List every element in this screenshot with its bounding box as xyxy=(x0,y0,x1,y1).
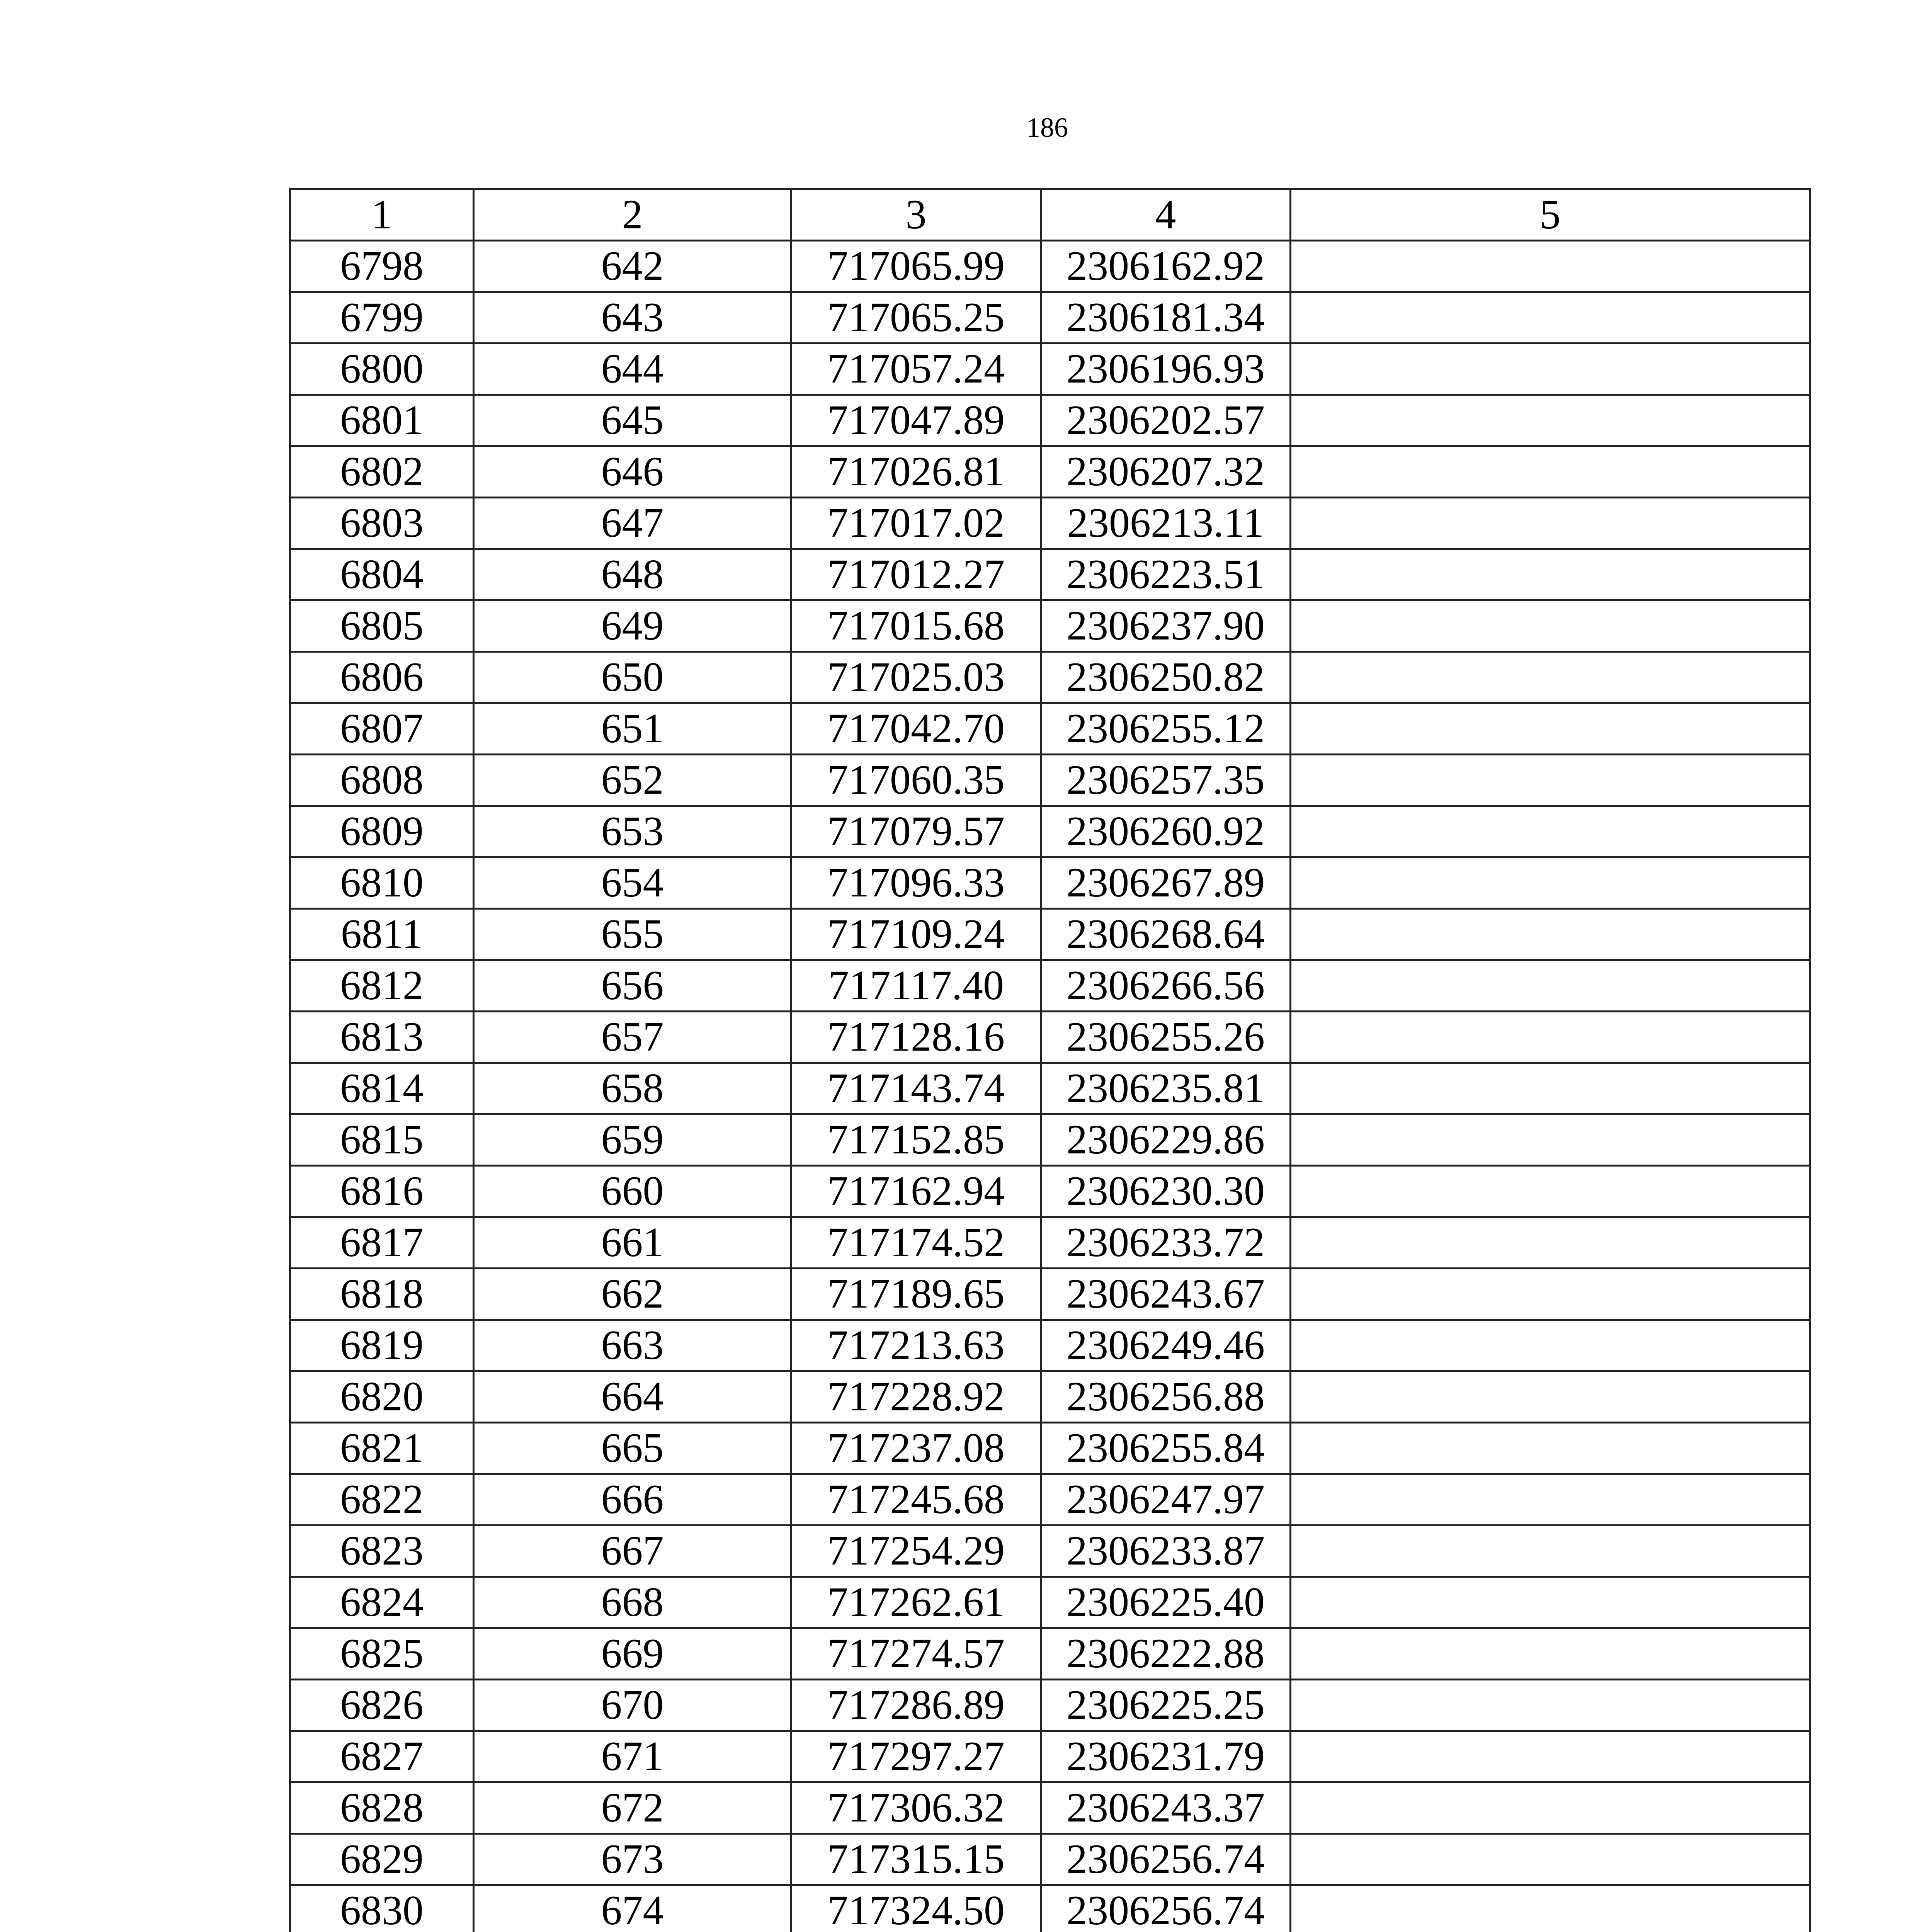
table-row xyxy=(290,292,1810,344)
table-cell-col-3: 717047.89 xyxy=(791,395,1041,446)
table-cell-col-1: 6817 xyxy=(290,1217,474,1269)
table-cell-col-2: 667 xyxy=(474,1526,791,1577)
table-cell-col-3: 717025.03 xyxy=(791,652,1041,703)
table-cell-col-2: 657 xyxy=(474,1012,791,1063)
table-cell-col-5 xyxy=(1291,652,1810,703)
table-cell-col-4: 2306223.51 xyxy=(1041,549,1291,600)
table-row xyxy=(290,395,1810,446)
table-row xyxy=(290,600,1810,652)
table-cell-col-4: 2306225.25 xyxy=(1041,1680,1291,1731)
table-row xyxy=(290,1885,1810,1932)
table-row xyxy=(290,1680,1810,1731)
table-cell-col-3: 717026.81 xyxy=(791,446,1041,498)
table-row xyxy=(290,1782,1810,1834)
table-cell-col-4: 2306267.89 xyxy=(1041,857,1291,909)
table-row xyxy=(290,1166,1810,1217)
table-cell-col-4: 2306249.46 xyxy=(1041,1320,1291,1371)
table-cell-col-5 xyxy=(1291,344,1810,395)
table-cell-col-1: 6806 xyxy=(290,652,474,703)
table-cell-col-4: 2306235.81 xyxy=(1041,1063,1291,1114)
table-cell-col-2: 647 xyxy=(474,498,791,549)
table-row xyxy=(290,755,1810,806)
table-cell-col-3: 717324.50 xyxy=(791,1885,1041,1932)
table-row xyxy=(290,960,1810,1012)
table-cell-col-2: 644 xyxy=(474,344,791,395)
table-cell-col-2: 649 xyxy=(474,600,791,652)
table-cell-col-1: 6827 xyxy=(290,1731,474,1782)
table-cell-col-2: 652 xyxy=(474,755,791,806)
page-number: 186 xyxy=(1026,112,1068,143)
table-cell-col-1: 6812 xyxy=(290,960,474,1012)
table-row xyxy=(290,1834,1810,1885)
table-cell-col-5 xyxy=(1291,1166,1810,1217)
table-cell-col-1: 6804 xyxy=(290,549,474,600)
table-cell-col-2: 668 xyxy=(474,1577,791,1628)
table-cell-col-4: 2306243.67 xyxy=(1041,1269,1291,1320)
table-cell-col-1: 6818 xyxy=(290,1269,474,1320)
table-cell-col-5 xyxy=(1291,1474,1810,1526)
table-cell-col-4: 2306268.64 xyxy=(1041,909,1291,960)
table-cell-col-2: 659 xyxy=(474,1114,791,1166)
table-cell-col-1: 6826 xyxy=(290,1680,474,1731)
table-cell-col-1: 6801 xyxy=(290,395,474,446)
table-cell-col-4: 2306233.72 xyxy=(1041,1217,1291,1269)
table-cell-col-3: 717162.94 xyxy=(791,1166,1041,1217)
table-cell-col-2: 643 xyxy=(474,292,791,344)
table-cell-col-3: 717274.57 xyxy=(791,1628,1041,1680)
table-cell-col-4: 2306225.40 xyxy=(1041,1577,1291,1628)
table-cell-col-1: 6803 xyxy=(290,498,474,549)
table-cell-col-2: 655 xyxy=(474,909,791,960)
table-cell-col-4: 2306213.11 xyxy=(1041,498,1291,549)
table-cell-col-4: 2306231.79 xyxy=(1041,1731,1291,1782)
table-cell-col-2: 671 xyxy=(474,1731,791,1782)
table-cell-col-2: 674 xyxy=(474,1885,791,1932)
table-cell-col-3: 717213.63 xyxy=(791,1320,1041,1371)
table-cell-col-2: 645 xyxy=(474,395,791,446)
table-cell-col-5 xyxy=(1291,755,1810,806)
table-cell-col-3: 717237.08 xyxy=(791,1423,1041,1474)
table-row xyxy=(290,1731,1810,1782)
table-cell-col-5 xyxy=(1291,395,1810,446)
table-cell-col-1: 6829 xyxy=(290,1834,474,1885)
table-cell-col-3: 717096.33 xyxy=(791,857,1041,909)
table-row xyxy=(290,1371,1810,1423)
table-cell-col-2: 658 xyxy=(474,1063,791,1114)
table-cell-col-2: 670 xyxy=(474,1680,791,1731)
table-cell-col-3: 717286.89 xyxy=(791,1680,1041,1731)
table-row xyxy=(290,652,1810,703)
table-row xyxy=(290,703,1810,755)
column-header-3: 3 xyxy=(791,189,1041,241)
table-row xyxy=(290,909,1810,960)
table-cell-col-3: 717245.68 xyxy=(791,1474,1041,1526)
table-cell-col-2: 666 xyxy=(474,1474,791,1526)
table-cell-col-4: 2306260.92 xyxy=(1041,806,1291,857)
table-row xyxy=(290,857,1810,909)
table-cell-col-4: 2306256.88 xyxy=(1041,1371,1291,1423)
table-cell-col-1: 6825 xyxy=(290,1628,474,1680)
table-cell-col-1: 6813 xyxy=(290,1012,474,1063)
column-header-4: 4 xyxy=(1041,189,1291,241)
table-cell-col-2: 651 xyxy=(474,703,791,755)
table-cell-col-4: 2306255.12 xyxy=(1041,703,1291,755)
table-cell-col-5 xyxy=(1291,292,1810,344)
table-cell-col-5 xyxy=(1291,960,1810,1012)
table-cell-col-3: 717297.27 xyxy=(791,1731,1041,1782)
column-header-2: 2 xyxy=(474,189,791,241)
table-cell-col-3: 717065.99 xyxy=(791,241,1041,292)
table-cell-col-5 xyxy=(1291,703,1810,755)
table-row xyxy=(290,1269,1810,1320)
table-cell-col-3: 717152.85 xyxy=(791,1114,1041,1166)
table-cell-col-5 xyxy=(1291,549,1810,600)
table-cell-col-5 xyxy=(1291,1731,1810,1782)
table-cell-col-5 xyxy=(1291,1628,1810,1680)
table-cell-col-2: 669 xyxy=(474,1628,791,1680)
table-cell-col-5 xyxy=(1291,1577,1810,1628)
table-cell-col-4: 2306162.92 xyxy=(1041,241,1291,292)
table-cell-col-3: 717109.24 xyxy=(791,909,1041,960)
table-cell-col-4: 2306243.37 xyxy=(1041,1782,1291,1834)
table-cell-col-1: 6824 xyxy=(290,1577,474,1628)
table-cell-col-1: 6816 xyxy=(290,1166,474,1217)
table-row xyxy=(290,1628,1810,1680)
column-header-5: 5 xyxy=(1291,189,1810,241)
table-cell-col-3: 717128.16 xyxy=(791,1012,1041,1063)
table-cell-col-1: 6828 xyxy=(290,1782,474,1834)
table-cell-col-5 xyxy=(1291,241,1810,292)
table-cell-col-5 xyxy=(1291,498,1810,549)
table-cell-col-4: 2306256.74 xyxy=(1041,1885,1291,1932)
table-cell-col-4: 2306196.93 xyxy=(1041,344,1291,395)
table-cell-col-5 xyxy=(1291,1217,1810,1269)
table-cell-col-1: 6799 xyxy=(290,292,474,344)
table-body xyxy=(290,241,1810,1932)
table-cell-col-3: 717012.27 xyxy=(791,549,1041,600)
table-cell-col-3: 717228.92 xyxy=(791,1371,1041,1423)
table-row xyxy=(290,1114,1810,1166)
table-cell-col-4: 2306233.87 xyxy=(1041,1526,1291,1577)
table-cell-col-2: 663 xyxy=(474,1320,791,1371)
table-cell-col-3: 717015.68 xyxy=(791,600,1041,652)
table-cell-col-2: 664 xyxy=(474,1371,791,1423)
table-cell-col-3: 717254.29 xyxy=(791,1526,1041,1577)
table-row xyxy=(290,446,1810,498)
table-row xyxy=(290,1217,1810,1269)
table-row xyxy=(290,1320,1810,1371)
table-cell-col-3: 717315.15 xyxy=(791,1834,1041,1885)
table-cell-col-5 xyxy=(1291,1885,1810,1932)
table-cell-col-5 xyxy=(1291,446,1810,498)
coordinates-table xyxy=(289,188,1811,1932)
table-cell-col-2: 673 xyxy=(474,1834,791,1885)
table-cell-col-3: 717262.61 xyxy=(791,1577,1041,1628)
table-cell-col-2: 661 xyxy=(474,1217,791,1269)
table-cell-col-1: 6823 xyxy=(290,1526,474,1577)
table-cell-col-5 xyxy=(1291,1423,1810,1474)
table-row xyxy=(290,806,1810,857)
table-cell-col-4: 2306202.57 xyxy=(1041,395,1291,446)
table-cell-col-5 xyxy=(1291,1834,1810,1885)
table-cell-col-2: 654 xyxy=(474,857,791,909)
table-cell-col-2: 662 xyxy=(474,1269,791,1320)
table-cell-col-1: 6811 xyxy=(290,909,474,960)
table-cell-col-1: 6815 xyxy=(290,1114,474,1166)
table-row xyxy=(290,1012,1810,1063)
table-row xyxy=(290,1474,1810,1526)
table-cell-col-3: 717017.02 xyxy=(791,498,1041,549)
table-cell-col-2: 660 xyxy=(474,1166,791,1217)
table-cell-col-4: 2306250.82 xyxy=(1041,652,1291,703)
table-cell-col-1: 6800 xyxy=(290,344,474,395)
table-cell-col-1: 6809 xyxy=(290,806,474,857)
table-cell-col-3: 717042.70 xyxy=(791,703,1041,755)
table-cell-col-5 xyxy=(1291,1012,1810,1063)
table-cell-col-3: 717057.24 xyxy=(791,344,1041,395)
table-cell-col-1: 6810 xyxy=(290,857,474,909)
table-cell-col-3: 717079.57 xyxy=(791,806,1041,857)
table-cell-col-3: 717117.40 xyxy=(791,960,1041,1012)
table-cell-col-5 xyxy=(1291,1269,1810,1320)
table-row xyxy=(290,241,1810,292)
table-cell-col-3: 717060.35 xyxy=(791,755,1041,806)
table-cell-col-4: 2306247.97 xyxy=(1041,1474,1291,1526)
table-header-row xyxy=(290,189,1810,241)
table-cell-col-5 xyxy=(1291,1782,1810,1834)
table-cell-col-4: 2306255.26 xyxy=(1041,1012,1291,1063)
table-cell-col-4: 2306230.30 xyxy=(1041,1166,1291,1217)
table-cell-col-3: 717174.52 xyxy=(791,1217,1041,1269)
table-cell-col-2: 650 xyxy=(474,652,791,703)
table-cell-col-4: 2306255.84 xyxy=(1041,1423,1291,1474)
table-cell-col-1: 6822 xyxy=(290,1474,474,1526)
table-cell-col-1: 6820 xyxy=(290,1371,474,1423)
table-cell-col-3: 717143.74 xyxy=(791,1063,1041,1114)
table-cell-col-5 xyxy=(1291,600,1810,652)
table-cell-col-5 xyxy=(1291,1320,1810,1371)
table-row xyxy=(290,1423,1810,1474)
table-cell-col-1: 6805 xyxy=(290,600,474,652)
table-cell-col-5 xyxy=(1291,909,1810,960)
table-row xyxy=(290,344,1810,395)
table-row xyxy=(290,1063,1810,1114)
table-cell-col-3: 717065.25 xyxy=(791,292,1041,344)
table-cell-col-5 xyxy=(1291,806,1810,857)
table-cell-col-1: 6830 xyxy=(290,1885,474,1932)
table-row xyxy=(290,1526,1810,1577)
table-cell-col-1: 6808 xyxy=(290,755,474,806)
table-cell-col-5 xyxy=(1291,1114,1810,1166)
table-cell-col-1: 6802 xyxy=(290,446,474,498)
table-cell-col-1: 6807 xyxy=(290,703,474,755)
table-row xyxy=(290,549,1810,600)
table-cell-col-1: 6798 xyxy=(290,241,474,292)
table-cell-col-2: 648 xyxy=(474,549,791,600)
table-cell-col-4: 2306222.88 xyxy=(1041,1628,1291,1680)
table-cell-col-1: 6819 xyxy=(290,1320,474,1371)
table-cell-col-5 xyxy=(1291,1680,1810,1731)
table-row xyxy=(290,498,1810,549)
table-cell-col-4: 2306266.56 xyxy=(1041,960,1291,1012)
table-cell-col-2: 646 xyxy=(474,446,791,498)
table-cell-col-1: 6821 xyxy=(290,1423,474,1474)
table-cell-col-4: 2306181.34 xyxy=(1041,292,1291,344)
table-cell-col-5 xyxy=(1291,1526,1810,1577)
table-cell-col-2: 656 xyxy=(474,960,791,1012)
table-cell-col-4: 2306256.74 xyxy=(1041,1834,1291,1885)
table-cell-col-5 xyxy=(1291,1063,1810,1114)
table-cell-col-3: 717306.32 xyxy=(791,1782,1041,1834)
table-cell-col-3: 717189.65 xyxy=(791,1269,1041,1320)
table-cell-col-2: 672 xyxy=(474,1782,791,1834)
table-row xyxy=(290,1577,1810,1628)
table-cell-col-4: 2306237.90 xyxy=(1041,600,1291,652)
table-cell-col-5 xyxy=(1291,1371,1810,1423)
table-cell-col-1: 6814 xyxy=(290,1063,474,1114)
table-cell-col-2: 653 xyxy=(474,806,791,857)
table-cell-col-4: 2306207.32 xyxy=(1041,446,1291,498)
table-cell-col-4: 2306229.86 xyxy=(1041,1114,1291,1166)
table-cell-col-2: 665 xyxy=(474,1423,791,1474)
table-cell-col-4: 2306257.35 xyxy=(1041,755,1291,806)
table-cell-col-2: 642 xyxy=(474,241,791,292)
table-cell-col-5 xyxy=(1291,857,1810,909)
column-header-1: 1 xyxy=(290,189,474,241)
